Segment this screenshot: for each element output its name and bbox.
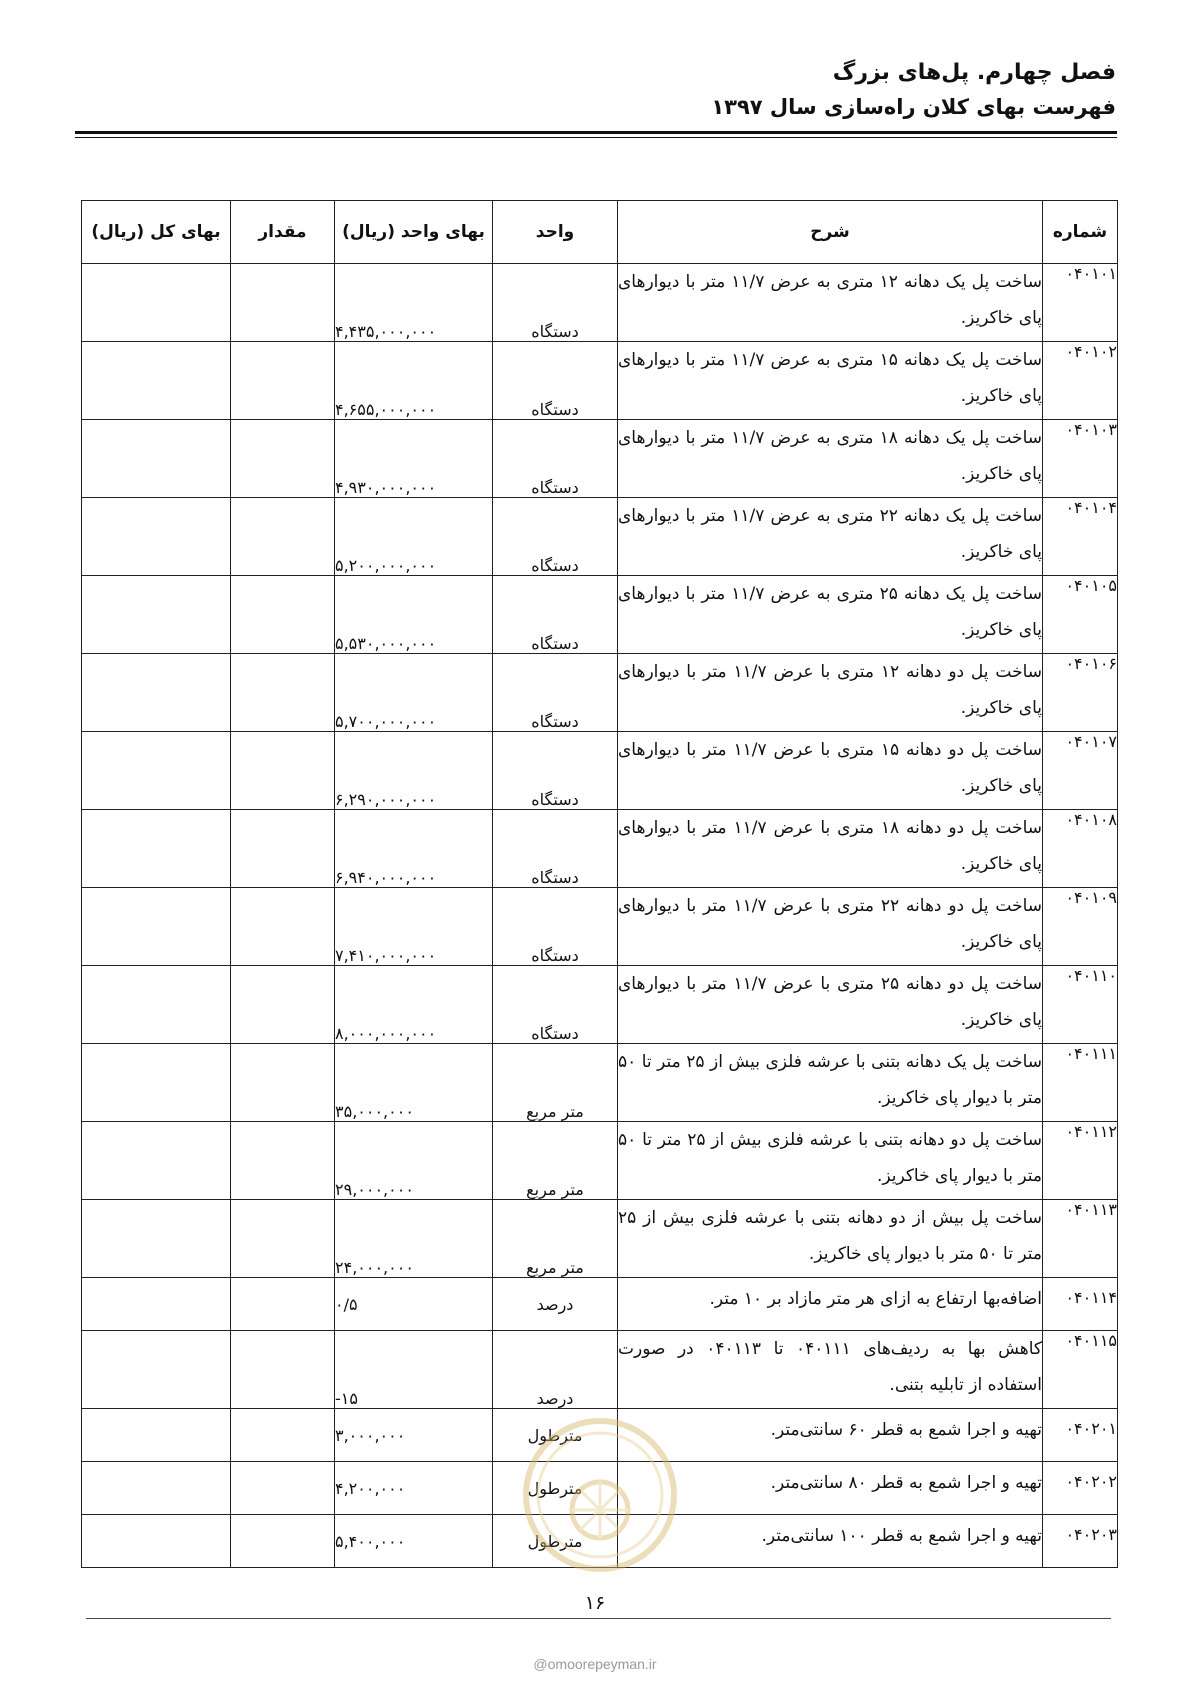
table-row	[82, 1331, 1118, 1409]
item-number: ۰۴۰۱۰۸	[1043, 810, 1118, 888]
item-total	[82, 498, 231, 576]
item-quantity	[231, 1200, 335, 1278]
item-unit: دستگاه	[493, 888, 618, 966]
item-unit-price: ۵,۴۰۰,۰۰۰	[335, 1515, 493, 1568]
item-description: ساخت پل دو دهانه ۲۵ متری با عرض ۱۱/۷ متر با دیوارهای پای خاکریز.	[618, 966, 1043, 1044]
item-description: ساخت پل دو دهانه بتنی با عرشه فلزی بیش از ۲۵ متر تا ۵۰ متر با دیوار پای خاکریز.	[618, 1122, 1043, 1200]
item-quantity	[231, 1515, 335, 1568]
item-total	[82, 264, 231, 342]
item-unit: دستگاه	[493, 498, 618, 576]
item-unit: دستگاه	[493, 420, 618, 498]
item-description: ساخت پل بیش از دو دهانه بتنی با عرشه فلزی بیش از ۲۵ متر تا ۵۰ متر با دیوار پای خاکریز.	[618, 1200, 1043, 1278]
item-total	[82, 1462, 231, 1515]
page-number: ۱۶	[560, 1592, 630, 1614]
item-quantity	[231, 1409, 335, 1462]
item-unit: دستگاه	[493, 810, 618, 888]
item-description: ساخت پل دو دهانه ۲۲ متری با عرض ۱۱/۷ متر با دیوارهای پای خاکریز.	[618, 888, 1043, 966]
column-header-unit-price: بهای واحد (ریال)	[335, 201, 493, 264]
item-quantity	[231, 576, 335, 654]
item-unit-price: ۵,۲۰۰,۰۰۰,۰۰۰	[335, 498, 493, 576]
column-header-description: شرح	[618, 201, 1043, 264]
item-description: تهیه و اجرا شمع به قطر ۸۰ سانتی‌متر.	[618, 1462, 1043, 1515]
footer-rule	[86, 1618, 1111, 1619]
chapter-title: فصل چهارم. پل‌های بزرگ	[832, 60, 1116, 85]
table-row	[82, 498, 1118, 576]
item-number: ۰۴۰۱۰۷	[1043, 732, 1118, 810]
item-quantity	[231, 888, 335, 966]
item-number: ۰۴۰۱۰۲	[1043, 342, 1118, 420]
item-description: ساخت پل یک دهانه ۲۲ متری به عرض ۱۱/۷ متر با دیوارهای پای خاکریز.	[618, 498, 1043, 576]
item-total	[82, 888, 231, 966]
item-number: ۰۴۰۱۱۱	[1043, 1044, 1118, 1122]
table-row	[82, 420, 1118, 498]
item-total	[82, 1122, 231, 1200]
table-row	[82, 342, 1118, 420]
price-list-table	[81, 200, 1118, 1568]
item-quantity	[231, 1122, 335, 1200]
item-total	[82, 420, 231, 498]
table-row	[82, 732, 1118, 810]
item-description: ساخت پل یک دهانه ۱۵ متری به عرض ۱۱/۷ متر با دیوارهای پای خاکریز.	[618, 342, 1043, 420]
item-number: ۰۴۰۲۰۱	[1043, 1409, 1118, 1462]
table-row	[82, 1200, 1118, 1278]
item-number: ۰۴۰۱۱۴	[1043, 1278, 1118, 1331]
header-rule-thin	[75, 137, 1117, 138]
table-row	[82, 888, 1118, 966]
item-total	[82, 1331, 231, 1409]
item-description: ساخت پل یک دهانه ۲۵ متری به عرض ۱۱/۷ متر با دیوارهای پای خاکریز.	[618, 576, 1043, 654]
column-header-number: شماره	[1043, 201, 1118, 264]
item-number: ۰۴۰۱۰۳	[1043, 420, 1118, 498]
item-number: ۰۴۰۱۱۰	[1043, 966, 1118, 1044]
item-unit: درصد	[493, 1278, 618, 1331]
item-total	[82, 576, 231, 654]
item-description: تهیه و اجرا شمع به قطر ۱۰۰ سانتی‌متر.	[618, 1515, 1043, 1568]
item-quantity	[231, 732, 335, 810]
item-total	[82, 654, 231, 732]
item-unit: دستگاه	[493, 966, 618, 1044]
table-header-row	[82, 201, 1118, 264]
site-watermark: @omoorepeyman.ir	[533, 1656, 657, 1672]
item-total	[82, 966, 231, 1044]
item-description: ساخت پل یک دهانه ۱۸ متری به عرض ۱۱/۷ متر با دیوارهای پای خاکریز.	[618, 420, 1043, 498]
item-quantity	[231, 1331, 335, 1409]
item-description: تهیه و اجرا شمع به قطر ۶۰ سانتی‌متر.	[618, 1409, 1043, 1462]
item-unit: متر مربع	[493, 1200, 618, 1278]
item-number: ۰۴۰۱۰۵	[1043, 576, 1118, 654]
item-total	[82, 342, 231, 420]
item-number: ۰۴۰۲۰۲	[1043, 1462, 1118, 1515]
item-quantity	[231, 966, 335, 1044]
item-total	[82, 732, 231, 810]
item-unit-price: ۴,۹۳۰,۰۰۰,۰۰۰	[335, 420, 493, 498]
table-row	[82, 810, 1118, 888]
item-total	[82, 1200, 231, 1278]
item-number: ۰۴۰۱۰۴	[1043, 498, 1118, 576]
item-unit-price: ۴,۲۰۰,۰۰۰	[335, 1462, 493, 1515]
item-number: ۰۴۰۱۰۹	[1043, 888, 1118, 966]
item-unit: دستگاه	[493, 342, 618, 420]
item-unit-price: ۳۵,۰۰۰,۰۰۰	[335, 1044, 493, 1122]
item-unit: دستگاه	[493, 654, 618, 732]
item-unit: مترطول	[493, 1515, 618, 1568]
column-header-unit: واحد	[493, 201, 618, 264]
table-row	[82, 1044, 1118, 1122]
item-quantity	[231, 810, 335, 888]
item-description: ساخت پل دو دهانه ۱۸ متری با عرض ۱۱/۷ متر با دیوارهای پای خاکریز.	[618, 810, 1043, 888]
table-row	[82, 264, 1118, 342]
item-number: ۰۴۰۱۱۵	[1043, 1331, 1118, 1409]
item-unit-price: ۸,۰۰۰,۰۰۰,۰۰۰	[335, 966, 493, 1044]
item-quantity	[231, 1044, 335, 1122]
item-quantity	[231, 498, 335, 576]
item-total	[82, 1278, 231, 1331]
item-unit: درصد	[493, 1331, 618, 1409]
item-number: ۰۴۰۱۱۳	[1043, 1200, 1118, 1278]
column-header-quantity: مقدار	[231, 201, 335, 264]
document-subtitle: فهرست بهای کلان راه‌سازی سال ۱۳۹۷	[711, 95, 1116, 119]
item-description: ساخت پل یک دهانه بتنی با عرشه فلزی بیش از ۲۵ متر تا ۵۰ متر با دیوار پای خاکریز.	[618, 1044, 1043, 1122]
table-row	[82, 654, 1118, 732]
item-unit-price: ۶,۹۴۰,۰۰۰,۰۰۰	[335, 810, 493, 888]
item-number: ۰۴۰۲۰۳	[1043, 1515, 1118, 1568]
item-total	[82, 1044, 231, 1122]
item-total	[82, 810, 231, 888]
watermark-seal	[520, 1415, 680, 1575]
table-row	[82, 1278, 1118, 1331]
item-number: ۰۴۰۱۱۲	[1043, 1122, 1118, 1200]
item-unit-price: ۳,۰۰۰,۰۰۰	[335, 1409, 493, 1462]
item-quantity	[231, 264, 335, 342]
item-number: ۰۴۰۱۰۶	[1043, 654, 1118, 732]
page-header	[76, 56, 1116, 124]
item-unit: متر مربع	[493, 1122, 618, 1200]
item-unit-price: ۵,۵۳۰,۰۰۰,۰۰۰	[335, 576, 493, 654]
item-quantity	[231, 654, 335, 732]
header-rule-thick	[75, 131, 1117, 134]
table-row	[82, 576, 1118, 654]
item-unit: متر مربع	[493, 1044, 618, 1122]
table-row	[82, 1122, 1118, 1200]
item-quantity	[231, 420, 335, 498]
item-unit: دستگاه	[493, 264, 618, 342]
item-unit-price: ۴,۶۵۵,۰۰۰,۰۰۰	[335, 342, 493, 420]
item-quantity	[231, 342, 335, 420]
item-description: ساخت پل دو دهانه ۱۵ متری با عرض ۱۱/۷ متر با دیوارهای پای خاکریز.	[618, 732, 1043, 810]
item-total	[82, 1515, 231, 1568]
item-unit-price: ۶,۲۹۰,۰۰۰,۰۰۰	[335, 732, 493, 810]
item-quantity	[231, 1278, 335, 1331]
item-unit-price: ۲۴,۰۰۰,۰۰۰	[335, 1200, 493, 1278]
item-description: اضافه‌بها ارتفاع به ازای هر متر مازاد بر ۱۰ متر.	[618, 1278, 1043, 1331]
item-unit: مترطول	[493, 1462, 618, 1515]
table-row	[82, 966, 1118, 1044]
item-total	[82, 1409, 231, 1462]
item-unit-price: ۰/۵	[335, 1278, 493, 1331]
item-unit-price: ۴,۴۳۵,۰۰۰,۰۰۰	[335, 264, 493, 342]
item-unit: دستگاه	[493, 732, 618, 810]
column-header-total: بهای کل (ریال)	[82, 201, 231, 264]
item-unit: دستگاه	[493, 576, 618, 654]
item-unit-price: -۱۵	[335, 1331, 493, 1409]
item-unit: مترطول	[493, 1409, 618, 1462]
item-description: کاهش بها به ردیف‌های ۰۴۰۱۱۱ تا ۰۴۰۱۱۳ در صورت استفاده از تابلیه بتنی.	[618, 1331, 1043, 1409]
item-unit-price: ۷,۴۱۰,۰۰۰,۰۰۰	[335, 888, 493, 966]
item-description: ساخت پل دو دهانه ۱۲ متری با عرض ۱۱/۷ متر با دیوارهای پای خاکریز.	[618, 654, 1043, 732]
item-unit-price: ۵,۷۰۰,۰۰۰,۰۰۰	[335, 654, 493, 732]
item-quantity	[231, 1462, 335, 1515]
item-unit-price: ۲۹,۰۰۰,۰۰۰	[335, 1122, 493, 1200]
item-description: ساخت پل یک دهانه ۱۲ متری به عرض ۱۱/۷ متر با دیوارهای پای خاکریز.	[618, 264, 1043, 342]
item-number: ۰۴۰۱۰۱	[1043, 264, 1118, 342]
